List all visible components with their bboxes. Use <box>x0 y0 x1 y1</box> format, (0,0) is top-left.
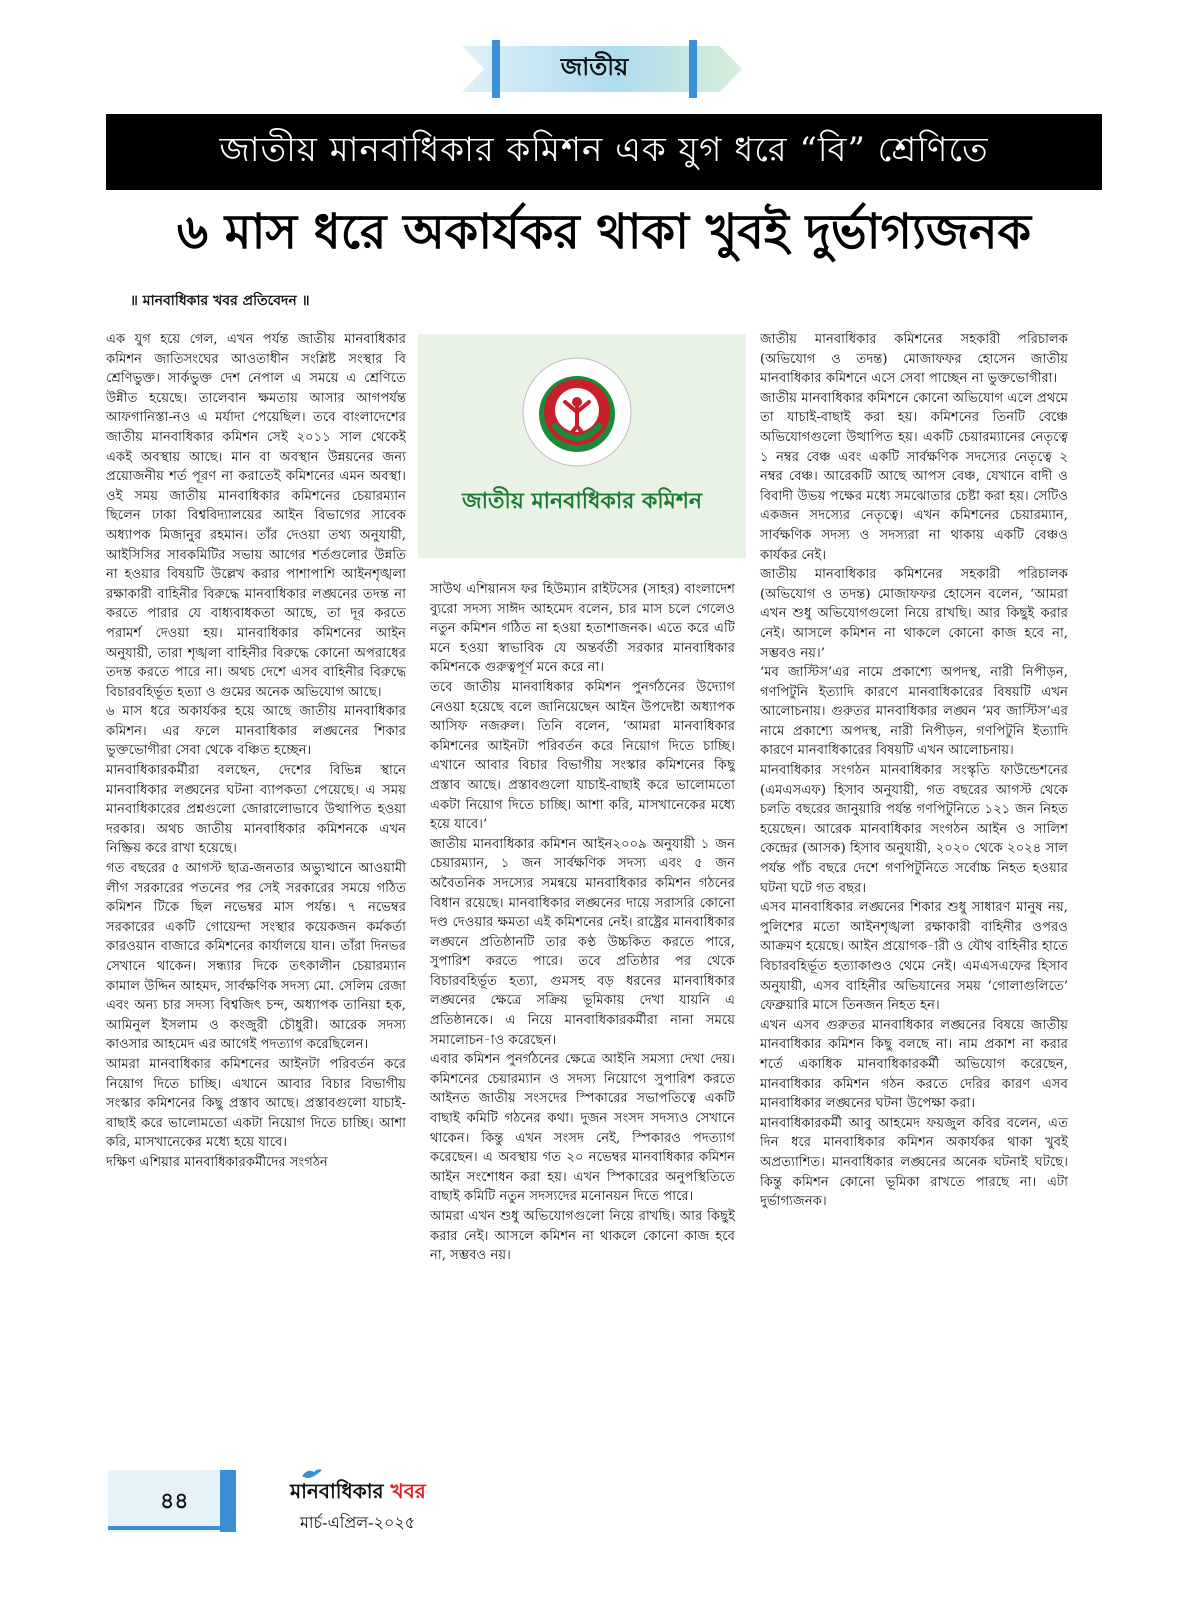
paragraph: মানবাধিকারকর্মীরা বলছেন, দেশের বিভিন্ন স্থানে মানবাধিকার লঙ্ঘনের ঘটনা ব্যাপকতা পেয়েছে। এ সময় মানবাধিকারের প্রশ্নগুলো জোরালোভাবে উত্থাপিত হওয়া দরকার। অথচ জাতীয় মানবাধিকার কমিশনকে এখন নিষ্ক্রিয় করে রাখা হয়েছে। <box>106 763 406 857</box>
paragraph: গত বছরের ৫ আগস্ট ছাত্র-জনতার অভ্যুত্থানে আওয়ামী লীগ সরকারের পতনের পর সেই সরকারের সময়ে গঠিত কমিশন টিকে ছিল নভেম্বর মাস পর্যন্ত। ৭ নভেম্বর সরকারের একটি গোয়েন্দা সংস্থার কয়েকজন কর্মকর্তা কারওয়ান বাজারে কমিশনের কার্যালয়ে যান। তাঁরা দিনভর সেখানে থাকেন। সন্ধ্যার দিকে তৎকালীন চেয়ারম্যান কামাল উদ্দিন আহমদ, সার্বক্ষণিক সদস্য মো. সেলিম রেজা এবং অন্য চার সদস্য বিশ্বজিৎ চন্দ, অধ্যাপক তানিয়া হক, আমিনুল ইসলাম ও কংজুরী চৌধুরী। আরেক সদস্য কাওসার আহমেদ এর আগেই পদত্যাগ করেছিলেন। <box>106 861 406 1053</box>
kicker-headline: জাতীয় মানবাধিকার কমিশন এক যুগ ধরে “বি” শ্রেণিতে <box>106 114 1102 190</box>
paragraph: ‘মব জাস্টিস’এর নামে প্রকাশ্যে অপদস্থ, নারী নিপীড়ন, গণপিটুনি ইত্যাদি কারণে মানবাধিকারের বিষয়টি এখন আলোচনায়। গুরুতর মানবাধিকার লঙ্ঘন ‘মব জাস্টিস’এর নামে প্রকাশ্যে অপদস্থ, নারী নিপীড়ন, গণপিটুনি ইত্যাদি কারণে মানবাধিকারের বিষয়টি এখন আলোচনায়। <box>760 665 1068 759</box>
section-tab-left-bar <box>492 40 500 98</box>
byline: ॥ মানবাধিকার খবর প্রতিবেদন ॥ <box>130 293 310 309</box>
paragraph: আমরা এখন শুধু অভিযোগগুলো নিয়ে রাখছি। আর কিছুই করার নেই। আসলে কমিশন না থাকলে কোনো কাজ হবে না, সম্ভবও নয়। <box>430 1209 735 1264</box>
issue-date: মার্চ-এপ্রিল-২০২৫ <box>300 1513 416 1532</box>
main-headline: ৬ মাস ধরে অকার্যকর থাকা খুবই দুর্ভাগ্যজনক <box>176 203 1032 260</box>
paragraph: আমরা মানবাধিকার কমিশনের আইনটা পরিবর্তন করে নিয়োগ দিতে চাচ্ছি। এখানে আবার বিচার বিভাগীয় সংস্কার কমিশনের কিছু প্রস্তাব আছে। প্রস্তাবগুলো যাচাই-বাছাই করে ভালোমতো একটা নিয়োগ দিতে চাচ্ছি। আশা করি, মাসখানেকের মধ্যে হয়ে যাবে। <box>106 1056 406 1151</box>
paragraph: তবে জাতীয় মানবাধিকার কমিশন পুনর্গঠনের উদ্যোগ নেওয়া হয়েছে বলে জানিয়েছেন আইন উপদেষ্টা অধ্যাপক আসিফ নজরুল। তিনি বলেন, ‘আমরা মানবাধিকার কমিশনের আইনটা পরিবর্তন করে নিয়োগ দিতে চাচ্ছি। এখানে আবার বিচার বিভাগীয় সংস্কার কমিশনের কিছু প্রস্তাব আছে। প্রস্তাবগুলো যাচাই-বাছাই করে ভালোমতো একটা নিয়োগ দিতে চাচ্ছি। আশা করি, মাসখানেকের মধ্যে হয়ে যাবে।’ <box>430 679 735 833</box>
page-number: ৪৪ <box>160 1489 189 1514</box>
footer-brand-main: মানবাধিকার <box>290 1479 384 1503</box>
article-column-3 <box>760 330 1068 1440</box>
footer-brand <box>290 1477 426 1510</box>
paragraph: জাতীয় মানবাধিকার কমিশনের সহকারী পরিচালক (অভিযোগ ও তদন্ত) মোজাফফর হোসেন বলেন, ‘আমরা এখন শুধু অভিযোগগুলো নিয়ে রাখছি। আর কিছুই করার নেই। আসলে কমিশন না থাকলে কোনো কাজ হবে না, সম্ভবও নয়।’ <box>760 567 1068 661</box>
commission-emblem-icon <box>521 356 633 468</box>
paragraph: জাতীয় মানবাধিকার কমিশনে কোনো অভিযোগ এলে প্রথমে তা যাচাই-বাছাই করা হয়। কমিশনের তিনটি বেঞ্চে অভিযোগগুলো উত্থাপিত হয়। একটি চেয়ারম্যানের নেতৃত্বে ১ নম্বর বেঞ্চ এবং একটি সার্বক্ষণিক সদস্যের নেতৃত্বে ২ নম্বর বেঞ্চ। আরেকটি আছে আপস বেঞ্চ, যেখানে বাদী ও বিবাদী উভয় পক্ষের মধ্যে সমঝোতার চেষ্টা করা হয়। সেটিও একজন সদস্যের নেতৃত্বে। এখন কমিশনের চেয়ারম্যান, সার্বক্ষণিক সদস্য ও সদস্যরা না থাকায় একটি বেঞ্চও কার্যকর নেই। <box>760 390 1068 563</box>
paragraph: জাতীয় মানবাধিকার কমিশন আইন২০০৯ অনুযায়ী ১ জন চেয়ারম্যান, ১ জন সার্বক্ষণিক সদস্য এবং ৫ জন অবৈতনিক সদস্যের সমন্বয়ে মানবাধিকার কমিশন গঠনের বিধান রয়েছে। মানবাধিকার লঙ্ঘনের দায়ে সরাসরি কোনো দণ্ড দেওয়ার ক্ষমতা এই কমিশনের নেই। রাষ্ট্রের মানবাধিকার লঙ্ঘনে প্রতিষ্ঠানটি তার কণ্ঠ উচ্চকিত করতে পারে, সুপারিশ করতে পারে। তবে প্রতিষ্ঠার পর থেকে বিচারবহির্ভূত হত্যা, গুমসহ বড় ধরনের মানবাধিকার লঙ্ঘনের ক্ষেত্রে সক্রিয় ভূমিকায় দেখা যায়নি এ প্রতিষ্ঠানকে। এ নিয়ে মানবাধিকারকর্মীরা নানা সময়ে সমালোচন-াও করেছেন। <box>430 836 735 1048</box>
paragraph: সাউথ এশিয়ানস ফর হিউম্যান রাইটসের (সাহর) বাংলাদেশ ব্যুরো সদস্য সাঈদ আহমেদ বলেন, চার মাস চলে গেলেও নতুন কমিশন গঠিত না হওয়া হতাশাজনক। এতে করে এটি মনে হওয়া স্বাভাবিক যে অন্তর্বর্তী সরকার মানবাধিকার কমিশনকে গুরুত্বপূর্ণ মনে করে না। <box>430 582 735 676</box>
paragraph: এক যুগ হয়ে গেল, এখন পর্যন্ত জাতীয় মানবাধিকার কমিশন জাতিসংঘের আওতাধীন সংশ্লিষ্ট সংস্থার বি শ্রেণিভুক্ত। সার্কভুক্ত দেশ নেপাল এ সময়ে এ শ্রেণিতে উন্নীত হয়েছে। তালেবান ক্ষমতায় আসার আগপর্যন্ত আফগানিস্তা-নও এ মর্যাদা পেয়েছিল। তবে বাংলাদেশের জাতীয় মানবাধিকার কমিশন সেই ২০১১ সাল থেকেই একই অবস্থায় আছে। মান বা অবস্থান উন্নয়নের জন্য প্রয়োজনীয় শর্ত পূরণ না করাতেই কমিশনের এমন অবস্থা। ওই সময় জাতীয় মানবাধিকার কমিশনের চেয়ারম্যান ছিলেন ঢাকা বিশ্ববিদ্যালয়ের আইন বিভাগের সাবেক অধ্যাপক মিজানুর রহমান। তাঁর দেওয়া তথ্য অনুযায়ী, আইসিসির সাবকমিটির সভায় আগের শর্তগুলোর উন্নতি না হওয়ার বিষয়টি উল্লেখ করার পাশাপাশি আইনশৃঙ্খলা রক্ষাকারী বাহিনীর বিরুদ্ধে মানবাধিকার লঙ্ঘনের তদন্ত না করতে পারার যে বাধ্যবাধকতা আছে, তা দূর করতে পরামর্শ দেওয়া হয়। মানবাধিকার কমিশনের আইন অনুযায়ী, তারা শৃঙ্খলা বাহিনীর বিরুদ্ধে কোনো অপরাধের তদন্ত করতে পারে না। অথচ দেশে এসব বাহিনীর বিরুদ্ধে বিচারবহির্ভূত হত্যা ও গুমের অনেক অভিযোগ আছে। <box>106 332 406 700</box>
paragraph: মানবাধিকার সংগঠন মানবাধিকার সংস্কৃতি ফাউন্ডেশনের (এমএসএফ) হিসাব অনুযায়ী, গত বছরের আগস্ট থেকে চলতি বছরের জানুয়ারি পর্যন্ত গণপিটুনিতে ১২১ জন নিহত হয়েছেন। আরেক মানবাধিকার সংগঠন আইন ও সালিশ কেন্দ্রের (আসক) হিসাব অনুযায়ী, ২০২০ থেকে ২০২৪ সাল পর্যন্ত পাঁচ বছরে দেশে গণপিটুনিতে সর্বোচ্চ নিহত হওয়ার ঘটনা ঘটে গত বছর। <box>760 763 1068 896</box>
paragraph: মানবাধিকারকর্মী আবু আহমেদ ফয়জুল কবির বলেন, এত দিন ধরে মানবাধিকার কমিশন অকার্যকর থাকা খুবই অপ্রত্যাশিত। মানবাধিকার লঙ্ঘনের অনেক ঘটনাই ঘটছে। কিন্তু কমিশন কোনো ভূমিকা রাখতে পারছে না। এটা দুর্ভাগ্যজনক। <box>760 1115 1068 1210</box>
paragraph: দক্ষিণ এশিয়ার মানবাধিকারকর্মীদের সংগঠন <box>106 1154 328 1170</box>
commission-logo <box>418 334 746 558</box>
paragraph: জাতীয় মানবাধিকার কমিশনের সহকারী পরিচালক (অভিযোগ ও তদন্ত) মোজাফফর হোসেন জাতীয় মানবাধিকার কমিশনে এসে সেবা পাচ্ছেন না ভুক্তভোগীরা। <box>760 332 1068 387</box>
commission-logo-text: জাতীয় মানবাধিকার কমিশন <box>461 488 703 514</box>
paragraph: এসব মানবাধিকার লঙ্ঘনের শিকার শুধু সাধারণ মানুষ নয়, পুলিশের মতো আইনশৃঙ্খলা রক্ষাকারী বাহিনীর ওপরও আক্রমণ হয়েছে। আইন প্রয়োগক-ারী ও যৌথ বাহিনীর হাতে বিচারবহির্ভূত হত্যাকাণ্ডও থেমে নেই। এমএসএফের হিসাব অনুযায়ী, এসব বাহিনীর অভিযানের সময় ‘গোলাগুলিতে’ ফেব্রুয়ারি মাসে তিনজন নিহত হন। <box>760 900 1068 1014</box>
footer-brand-accent: খবর <box>390 1479 426 1503</box>
paragraph: এবার কমিশন পুনর্গঠনের ক্ষেত্রে আইনি সমস্যা দেখা দেয়। কমিশনের চেয়ারম্যান ও সদস্য নিয়োগে সুপারিশ করতে আইনত জাতীয় সংসদের স্পিকারের সভাপতিত্বে একটি বাছাই কমিটি গঠনের কথা। দুজন সংসদ সদস্যও সেখানে থাকেন। কিন্তু এখন সংসদ নেই, স্পিকারও পদত্যাগ করেছেন। এ অবস্থায় গত ২০ নভেম্বর মানবাধিকার কমিশন আইন সংশোধন করা হয়। এখন স্পিকারের অনুপস্থিতিতে বাছাই কমিটি নতুন সদস্যদের মনোনয়ন দিতে পারে। <box>430 1052 735 1205</box>
section-label: জাতীয় <box>560 52 629 81</box>
paragraph: ৬ মাস ধরে অকার্যকর হয়ে আছে জাতীয় মানবাধিকার কমিশন। এর ফলে মানবাধিকার লঙ্ঘনের শিকার ভুক্তভোগীরা সেবা থেকে বঞ্চিত হচ্ছেন। <box>106 704 406 759</box>
paragraph: এখন এসব গুরুতর মানবাধিকার লঙ্ঘনের বিষয়ে জাতীয় মানবাধিকার কমিশন কিছু বলছে না। নাম প্রকাশ না করার শর্তে একাধিক মানবাধিকারকর্মী অভিযোগ করেছেন, মানবাধিকার কমিশন গঠন করতে দেরির কারণ এসব মানবাধিকার লঙ্ঘনের ঘটনা উপেক্ষা করা। <box>760 1017 1068 1112</box>
section-tab <box>492 40 697 98</box>
article-column-2 <box>430 580 735 1472</box>
section-tab-right-bar <box>689 40 697 98</box>
article-column-1 <box>106 330 406 1472</box>
